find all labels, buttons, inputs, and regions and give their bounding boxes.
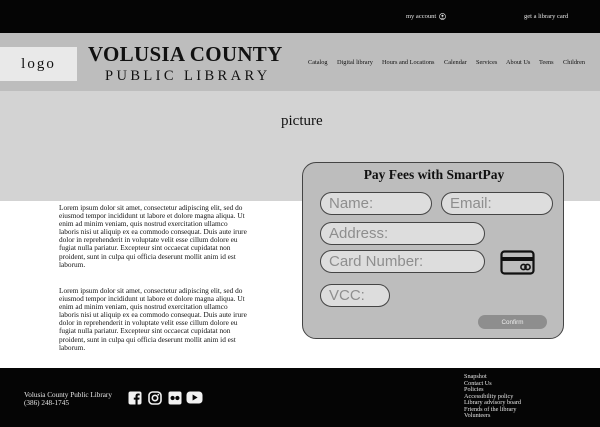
flickr-icon[interactable] <box>167 390 182 405</box>
youtube-icon[interactable] <box>186 390 203 405</box>
nav-catalog[interactable]: Catalog <box>308 59 328 66</box>
top-bar <box>0 0 600 33</box>
site-header <box>0 33 600 91</box>
logo[interactable]: logo <box>0 47 77 81</box>
footer-link-snapshot[interactable]: Snapshot <box>464 373 487 380</box>
nav-children[interactable]: Children <box>563 59 586 66</box>
confirm-button[interactable]: Confirm <box>478 315 547 329</box>
name-input[interactable]: Name: <box>320 192 432 215</box>
instagram-icon[interactable] <box>148 390 162 405</box>
footer-link-policies[interactable]: Policies <box>464 386 484 393</box>
address-input[interactable]: Address: <box>320 222 485 245</box>
smartpay-title: Pay Fees with SmartPay <box>363 167 505 182</box>
nav-about-us[interactable]: About Us <box>506 59 531 66</box>
site-subtitle: PUBLIC LIBRARY <box>105 68 271 84</box>
footer-link-volunteers[interactable]: Volunteers <box>464 412 491 419</box>
facebook-icon[interactable] <box>128 390 142 405</box>
smartpay-form <box>302 162 564 339</box>
footer-org-name: Volusia County Public Library <box>24 391 112 399</box>
footer-phone: (386) 248-1745 <box>24 399 69 407</box>
user-circle-icon <box>439 13 446 20</box>
nav-hours-locations[interactable]: Hours and Locations <box>382 59 435 66</box>
body-paragraph-1: Lorem ipsum dolor sit amet, consectetur adipiscing elit, sed do eiusmod tempor incididunt ut labore et dolore magna aliqua. Ut enim ad minim veniam, quis nostrud exercitation ullamco laboris nisi ut aliquip ex ea commodo consequat. Duis aute irure dolor in reprehenderit in voluptate velit esse cillum dolore eu fugiat nulla pariatur. Excepteur sint occaecat cupidatat non proident, sunt in culpa qui officia deserunt mollit anim id est laborum. <box>59 203 247 269</box>
my-account-label: my account <box>406 13 437 20</box>
my-account-link[interactable] <box>406 13 446 20</box>
site-footer <box>0 368 600 427</box>
email-input[interactable]: Email: <box>441 192 553 215</box>
nav-services[interactable]: Services <box>476 59 498 66</box>
hero-picture-label: picture <box>281 113 323 129</box>
footer-link-friends-of-the-library[interactable]: Friends of the library <box>464 405 517 413</box>
footer-link-library-advisory-board[interactable]: Library advisory board <box>464 399 522 406</box>
body-paragraph-2: Lorem ipsum dolor sit amet, consectetur adipiscing elit, sed do eiusmod tempor incididunt ut labore et dolore magna aliqua. Ut enim ad minim veniam, quis nostrud exercitation ullamco laboris nisi ut aliquip ex ea commodo consequat. Duis aute irure dolor in reprehenderit in voluptate velit esse cillum dolore eu fugiat nulla pariatur. Excepteur sint occaecat cupidatat non proident, sunt in culpa qui officia deserunt mollit anim id est laborum. <box>59 286 247 352</box>
nav-calendar[interactable]: Calendar <box>444 59 467 66</box>
footer-link-accessibility-policy[interactable]: Accessibility policy <box>464 392 514 400</box>
vcc-input[interactable]: VCC: <box>320 284 390 307</box>
footer-links <box>464 374 521 420</box>
get-library-card-link[interactable]: get a library card <box>524 13 569 20</box>
nav-digital-library[interactable]: Digital library <box>337 59 373 66</box>
footer-link-contact-us[interactable]: Contact Us <box>464 379 492 387</box>
nav-teens[interactable]: Teens <box>539 59 554 66</box>
card-number-input[interactable]: Card Number: <box>320 250 485 273</box>
site-title: VOLUSIA COUNTY <box>88 42 283 66</box>
credit-card-icon <box>500 250 535 275</box>
